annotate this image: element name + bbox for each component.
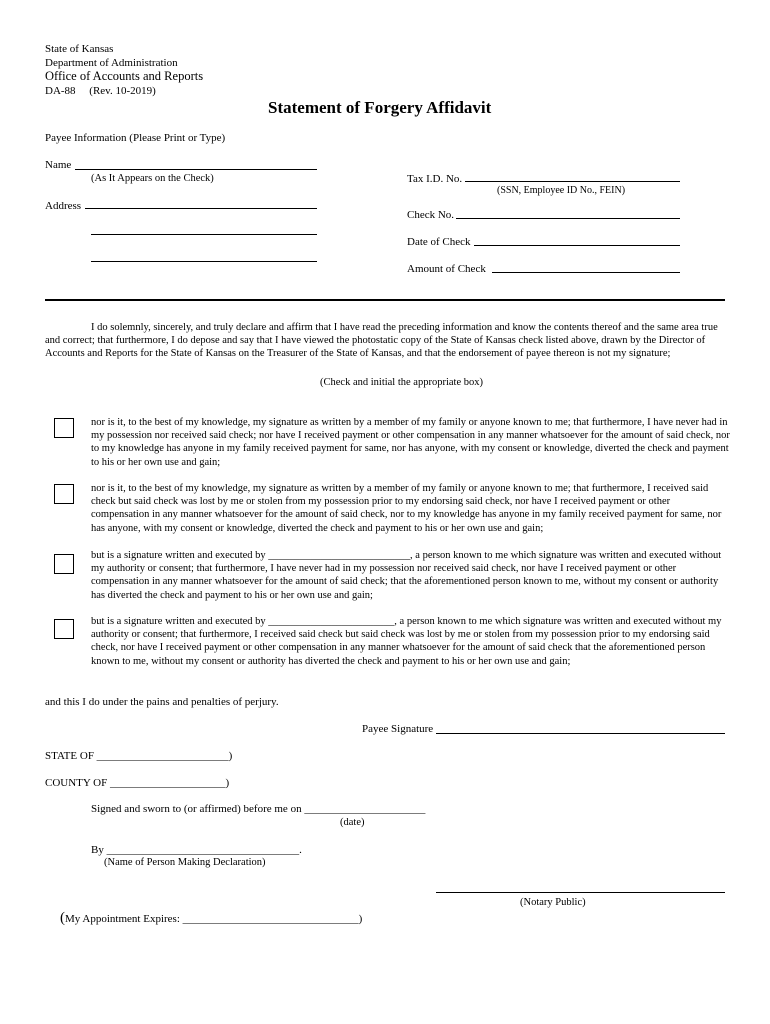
tax-id-note: (SSN, Employee ID No., FEIN) bbox=[497, 185, 626, 196]
perjury-statement: and this I do under the pains and penalties of perjury. bbox=[45, 696, 279, 708]
page-title: Statement of Forgery Affidavit bbox=[268, 98, 492, 117]
appointment-close-paren: ) bbox=[358, 913, 363, 925]
notary-signature-field[interactable] bbox=[436, 892, 725, 893]
name-label: Name bbox=[45, 159, 72, 171]
address-field-1[interactable] bbox=[85, 208, 317, 209]
section-divider bbox=[45, 299, 725, 301]
name-field[interactable] bbox=[75, 169, 317, 170]
department-name: Department of Administration bbox=[45, 57, 178, 69]
appointment-expires[interactable] bbox=[60, 908, 362, 929]
appointment-open-paren: ( bbox=[60, 910, 65, 926]
payee-signature-field[interactable] bbox=[436, 733, 725, 734]
option-4-text: but is a signature written and executed by ________________________, a person known to me which signature was written and executed without my authority or consent; that furthermore, I received said check but said check was lost by me or stolen from my possession prior to my endorsing said check, nor have I received payment or other compensation in any manner whatsoever for the amount of said check that the aforementioned person known to me, without my consent or authority has diverted the check and payment to his or her own use and gain; bbox=[91, 616, 722, 667]
sworn-statement[interactable]: Signed and sworn to (or affirmed) before me on ______________________ bbox=[91, 803, 426, 815]
option-2-text: nor is it, to the best of my knowledge, my signature as written by a member of my family or anyone known to me; that furthermore, I received said check but said check was lost by me or stolen from my possession prior to my endorsing said check, nor have I received payment or other compensation in any manner whatsoever for the amount of said check, nor to my knowledge has anyone in my family received payment for same, nor has anyone, with my consent or knowledge, diverted the check and payment to his or her own use and gain; bbox=[91, 483, 722, 534]
county-of-line[interactable]: COUNTY OF _____________________) bbox=[45, 777, 230, 789]
notary-public-label: (Notary Public) bbox=[520, 897, 586, 908]
tax-id-label: Tax I.D. No. bbox=[407, 173, 463, 185]
declaration-text: I do solemnly, sincerely, and truly declare and affirm that I have read the preceding information and know the contents thereof and the same area true and correct; that furthermore, I do depose and say that I have viewed the photostatic copy of the State of Kansas check listed above, drawn by the Director of Accounts and Reports for the State of Kansas on the Treasurer of the State of Kansas, and that the endorsement of payee thereon is not my signature; bbox=[45, 322, 718, 360]
box-instruction: (Check and initial the appropriate box) bbox=[320, 377, 483, 388]
address-field-3[interactable] bbox=[91, 261, 317, 262]
state-name: State of Kansas bbox=[45, 43, 114, 55]
check-no-label: Check No. bbox=[407, 209, 455, 221]
payee-signature-label: Payee Signature bbox=[362, 723, 434, 735]
amount-of-check-field[interactable] bbox=[492, 272, 680, 273]
state-of-line[interactable]: STATE OF ________________________) bbox=[45, 750, 233, 762]
option-2-checkbox[interactable] bbox=[54, 484, 74, 504]
appointment-text: My Appointment Expires: ________________________________ bbox=[65, 913, 359, 925]
name-note: (As It Appears on the Check) bbox=[91, 173, 214, 184]
option-4-checkbox[interactable] bbox=[54, 619, 74, 639]
date-note: (date) bbox=[340, 817, 365, 828]
address-field-2[interactable] bbox=[91, 234, 317, 235]
payee-section-label: Payee Information (Please Print or Type) bbox=[45, 132, 226, 144]
option-1-checkbox[interactable] bbox=[54, 418, 74, 438]
form-id: DA-88 (Rev. 10-2019) bbox=[45, 85, 156, 97]
amount-of-check-label: Amount of Check bbox=[407, 263, 486, 275]
date-of-check-label: Date of Check bbox=[407, 236, 471, 248]
check-no-field[interactable] bbox=[456, 218, 680, 219]
by-line[interactable]: By ___________________________________. bbox=[91, 844, 302, 856]
date-of-check-field[interactable] bbox=[474, 245, 680, 246]
office-name: Office of Accounts and Reports bbox=[45, 69, 204, 83]
declarant-name-note: (Name of Person Making Declaration) bbox=[104, 857, 266, 868]
option-3-checkbox[interactable] bbox=[54, 554, 74, 574]
option-3-text: but is a signature written and executed by ___________________________, a person known to me which signature was written and executed without my authority or consent; that furthermore, I have never had in my possession nor received said check, nor have I received payment or other compensation in any manner whatsoever for the amount of said check; that the aforementioned person known to me, without my consent or authority has diverted the check and payment to his or her own use and gain; bbox=[91, 550, 722, 601]
option-1-text: nor is it, to the best of my knowledge, my signature as written by a member of my family or anyone known to me; that furthermore, I have never had in my possession nor received said check; nor have I received payment or other compensation in any manner whatsoever for the amount of said check, nor to my knowledge has anyone in my family received payment for same, nor has anyone, with my consent or knowledge, diverted the check and payment to his or her own use and gain; bbox=[91, 417, 730, 468]
tax-id-field[interactable] bbox=[465, 181, 680, 182]
address-label: Address bbox=[45, 200, 82, 212]
